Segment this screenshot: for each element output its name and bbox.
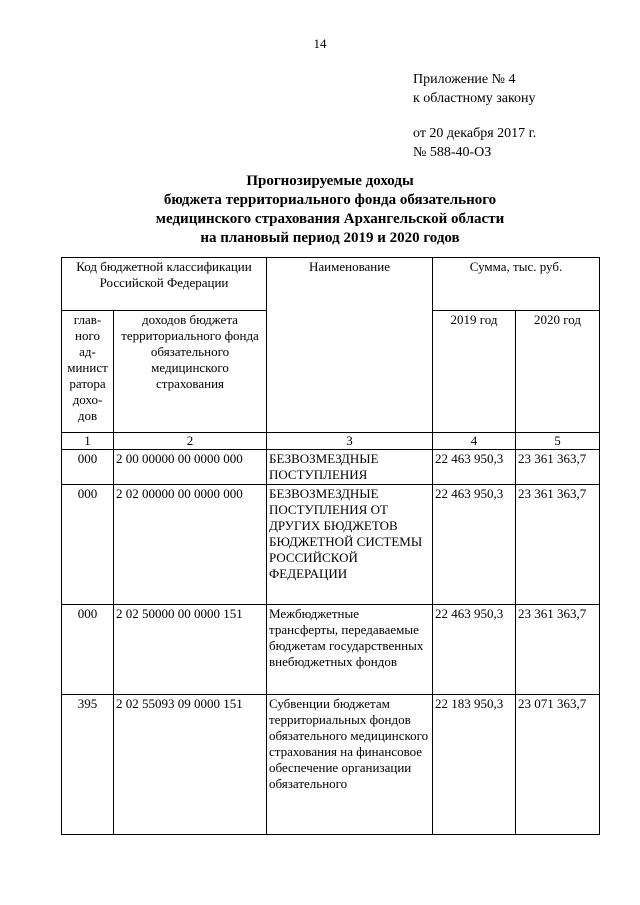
header-admin-line: минист [67,360,108,375]
header-admin [62,311,114,433]
admin-code: 000 [62,605,114,695]
page-number: 14 [313,36,327,51]
budget-code: 2 02 50000 00 0000 151 [114,605,267,695]
header-admin-line: глав- [73,312,102,327]
header-year-2019: 2019 год [433,311,516,433]
column-number: 1 [62,433,114,450]
table-row [62,605,600,695]
revenue-table [61,257,600,835]
revenue-name: Субвенции бюджетам территориальных фондов обязательного медицинского страхования на финансовое обеспечение организации обязательного [267,695,433,835]
appendix-line-1: Приложение № 4 [413,72,516,87]
amount-2020: 23 361 363,7 [516,485,600,605]
budget-code: 2 02 00000 00 0000 000 [114,485,267,605]
appendix-line-4: № 588-40-ОЗ [413,145,492,160]
amount-2019: 22 463 950,3 [433,605,516,695]
revenue-name: БЕЗВОЗМЕЗДНЫЕ ПОСТУПЛЕНИЯ [267,450,433,485]
title-line-1: Прогнозируемые доходы [246,173,414,189]
revenue-name: БЕЗВОЗМЕЗДНЫЕ ПОСТУПЛЕНИЯ ОТ ДРУГИХ БЮДЖЕТОВ БЮДЖЕТНОЙ СИСТЕМЫ РОССИЙСКОЙ ФЕДЕРАЦИИ [267,485,433,605]
document-title [110,172,550,248]
header-income: доходов бюджета территориального фонда обязательного медицинского страхования [114,311,267,433]
title-line-2: бюджета территориального фонда обязательного [163,192,497,208]
column-number: 2 [114,433,267,450]
amount-2019: 22 463 950,3 [433,485,516,605]
header-admin-line: ад- [79,344,96,359]
admin-code: 395 [62,695,114,835]
header-year-2020: 2020 год [516,311,600,433]
table-header-row [62,258,600,311]
appendix-line-2: к областному закону [413,91,536,106]
title-line-4: на плановый период 2019 и 2020 годов [200,230,460,246]
table-row [62,695,600,835]
revenue-name: Межбюджетные трансферты, передаваемые бюджетам государственных внебюджетных фондов [267,605,433,695]
header-admin-line: дов [77,408,98,423]
appendix-note [413,70,536,162]
amount-2020: 23 361 363,7 [516,605,600,695]
title-line-3: медицинского страхования Архангельской области [155,211,505,227]
amount-2019: 22 183 950,3 [433,695,516,835]
header-admin-line: ного [75,328,100,343]
appendix-line-3: от 20 декабря 2017 г. [413,126,537,141]
column-number: 3 [267,433,433,450]
table-row [62,450,600,485]
amount-2020: 23 361 363,7 [516,450,600,485]
column-number: 5 [516,433,600,450]
header-name: Наименование [267,258,433,433]
amount-2019: 22 463 950,3 [433,450,516,485]
header-admin-line: дохо- [72,392,103,407]
budget-code: 2 00 00000 00 0000 000 [114,450,267,485]
header-admin-line: ратора [69,376,106,391]
table-row [62,485,600,605]
amount-2020: 23 071 363,7 [516,695,600,835]
column-number: 4 [433,433,516,450]
budget-code: 2 02 55093 09 0000 151 [114,695,267,835]
column-numbers-row [62,433,600,450]
admin-code: 000 [62,450,114,485]
header-kbk: Код бюджетной классификации Российской Федерации [62,258,267,311]
admin-code: 000 [62,485,114,605]
header-sum: Сумма, тыс. руб. [433,258,600,311]
